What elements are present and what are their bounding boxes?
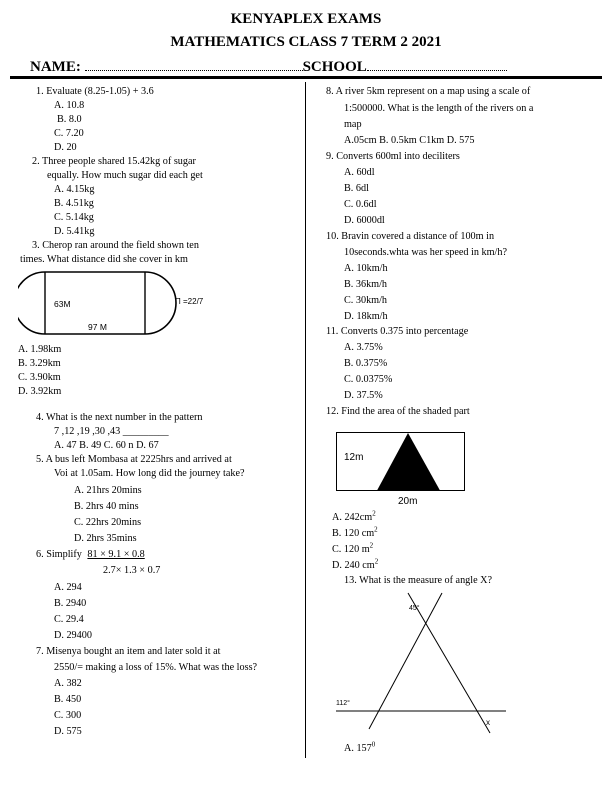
rect-width-label: 20m <box>398 496 418 507</box>
q5-option-d[interactable]: D. 2hrs 35mins <box>74 533 137 544</box>
q11-option-d[interactable]: D. 37.5% <box>344 390 383 401</box>
q3-stem-line2: times. What distance did she cover in km <box>20 254 188 265</box>
exam-subtitle: MATHEMATICS CLASS 7 TERM 2 2021 <box>170 34 442 50</box>
q2-option-c[interactable]: C. 5.14kg <box>54 212 94 223</box>
q11-option-b[interactable]: B. 0.375% <box>344 358 388 369</box>
angle-112-label: 112° <box>336 700 350 707</box>
q9-option-a[interactable]: A. 60dl <box>344 167 375 178</box>
q12-shaded-triangle-figure <box>336 432 476 508</box>
q8-stem-line2: 1:500000. What is the length of the rivers on a <box>344 103 534 114</box>
q3-option-c[interactable]: C. 3.90km <box>18 372 61 383</box>
rect-height-label: 12m <box>344 452 364 463</box>
q11-option-c[interactable]: C. 0.0375% <box>344 374 393 385</box>
q1-stem: 1. Evaluate (8.25-1.05) + 3.6 <box>36 86 154 97</box>
pi-value-label: Π =22/7 <box>175 297 204 306</box>
q6-stem-text: 6. Simplify <box>36 549 82 560</box>
q10-option-a[interactable]: A. 10km/h <box>344 263 388 274</box>
q7-option-b[interactable]: B. 450 <box>54 694 82 705</box>
q7-option-d[interactable]: D. 575 <box>54 726 82 737</box>
q5-option-b[interactable]: B. 2hrs 40 mins <box>74 501 139 512</box>
q13-angle-figure <box>330 590 520 740</box>
q5-stem-line2: Voi at 1.05am. How long did the journey take? <box>54 468 245 479</box>
track-length-label: 97 M <box>88 322 107 332</box>
q1-option-d[interactable]: D. 20 <box>54 142 77 153</box>
name-label: NAME: <box>30 59 81 75</box>
name-school-row <box>30 58 590 76</box>
column-divider <box>305 82 306 758</box>
q6-option-b[interactable]: B. 2940 <box>54 598 87 609</box>
q1-option-c[interactable]: C. 7.20 <box>54 128 84 139</box>
q7-option-c[interactable]: C. 300 <box>54 710 82 721</box>
q6-option-c[interactable]: C. 29.4 <box>54 614 84 625</box>
q2-stem-line1: 2. Three people shared 15.42kg of sugar <box>32 156 196 167</box>
q2-option-a[interactable]: A. 4.15kg <box>54 184 95 195</box>
q4-options[interactable]: A. 47 B. 49 C. 60 n D. 67 <box>54 440 159 451</box>
q3-option-b[interactable]: B. 3.29km <box>18 358 61 369</box>
q9-option-d[interactable]: D. 6000dl <box>344 215 385 226</box>
q1-option-b[interactable]: B. 8.0 <box>57 114 82 125</box>
angle-45-label: 45° <box>409 605 420 612</box>
left-transversal <box>369 593 442 729</box>
q4-stem-line1: 4. What is the next number in the pattern <box>36 412 203 423</box>
q1-option-a[interactable]: A. 10.8 <box>54 100 85 111</box>
q8-stem-line3: map <box>344 119 362 130</box>
header-rule <box>10 76 602 79</box>
q12-option-d[interactable]: D. 240 $cm^2$ <box>332 557 379 571</box>
q9-stem: 9. Converts 600ml into deciliters <box>326 151 460 162</box>
q6-option-a[interactable]: A. 294 <box>54 582 82 593</box>
q4-stem-line2: 7 ,12 ,19 ,30 ,43 _________ <box>54 426 169 437</box>
q5-option-c[interactable]: C. 22hrs 20mins <box>74 517 142 528</box>
q13-stem: 13. What is the measure of angle X? <box>344 575 493 586</box>
q6-option-d[interactable]: D. 29400 <box>54 630 92 641</box>
q8-stem-line1: 8. A river 5km represent on a map using a scale of <box>326 86 531 97</box>
q10-stem-line1: 10. Bravin covered a distance of 100m in <box>326 231 495 242</box>
q9-option-b[interactable]: B. 6dl <box>344 183 369 194</box>
angle-x-label: x <box>486 718 490 727</box>
q11-option-a[interactable]: A. 3.75% <box>344 342 383 353</box>
q5-option-a[interactable]: A. 21hrs 20mins <box>74 485 142 496</box>
q7-stem-line2: 2550/= making a loss of 15%. What was the loss? <box>54 662 258 673</box>
q12-option-a[interactable]: A. $242cm^2$ <box>332 509 376 523</box>
q10-option-c[interactable]: C. 30km/h <box>344 295 388 306</box>
q3-option-d[interactable]: D. 3.92km <box>18 386 62 397</box>
track-width-label: 63M <box>54 299 71 309</box>
school-field[interactable] <box>367 58 507 71</box>
right-transversal <box>408 593 490 733</box>
q11-stem: 11. Converts 0.375 into percentage <box>326 326 469 337</box>
q10-option-b[interactable]: B. 36km/h <box>344 279 388 290</box>
q12-stem: 12. Find the area of the shaded part <box>326 406 470 417</box>
q12-option-b[interactable]: B. 120 $cm^2$ <box>332 525 378 539</box>
q5-stem-line1: 5. A bus left Mombasa at 2225hrs and arrived at <box>36 454 232 465</box>
q2-stem-line2: equally. How much sugar did each get <box>47 170 203 181</box>
q6-stem <box>36 547 145 563</box>
q7-option-a[interactable]: A. 382 <box>54 678 82 689</box>
school-label: SCHOOL <box>302 59 367 75</box>
name-field[interactable] <box>85 58 303 71</box>
q2-option-b[interactable]: B. 4.51kg <box>54 198 94 209</box>
q3-running-track-figure <box>18 268 258 340</box>
q10-option-d[interactable]: D. 18km/h <box>344 311 388 322</box>
q10-stem-line2: 10seconds.whta was her speed in km/h? <box>344 247 507 258</box>
q9-option-c[interactable]: C. 0.6dl <box>344 199 377 210</box>
q13-option-a[interactable]: A. $157^0$ <box>344 740 376 754</box>
q2-option-d[interactable]: D. 5.41kg <box>54 226 95 237</box>
q6-denominator: 2.7× 1.3 × 0.7 <box>103 565 161 576</box>
q3-option-a[interactable]: A. 1.98km <box>18 344 62 355</box>
q8-options[interactable]: A.05cm B. 0.5km C1km D. 575 <box>344 135 475 146</box>
exam-title: KENYAPLEX EXAMS <box>230 11 382 27</box>
q3-stem-line1: 3. Cherop ran around the field shown ten <box>32 240 199 251</box>
shaded-triangle <box>377 433 440 491</box>
q6-numerator: 81 × 9.1 × 0.8 <box>87 549 145 560</box>
q7-stem-line1: 7. Misenya bought an item and later sold it at <box>36 646 221 657</box>
q12-option-c[interactable]: C. 120 $m^2$ <box>332 541 374 555</box>
